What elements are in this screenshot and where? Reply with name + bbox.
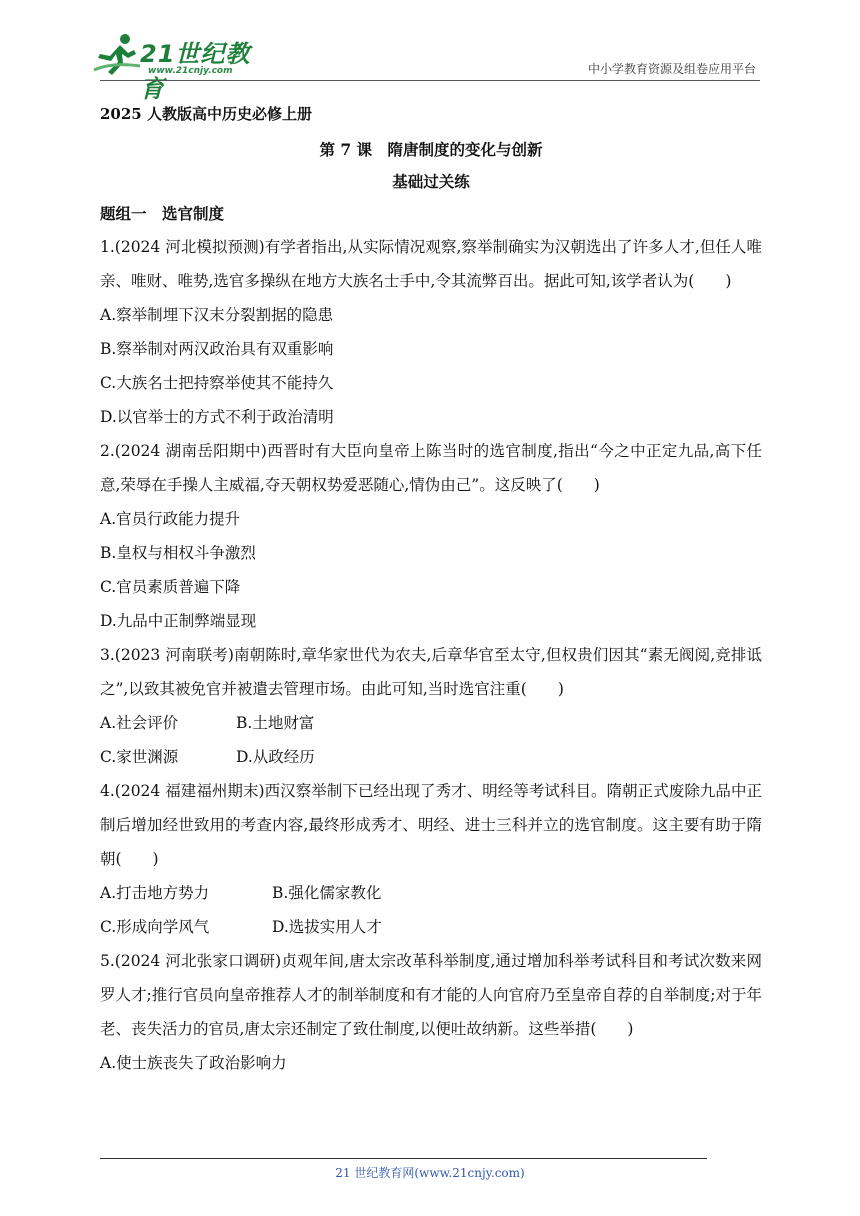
question-text: 2.(2024 湖南岳阳期中)西晋时有大臣向皇帝上陈当时的选官制度,指出“今之中正定九品,高下任意,荣辱在手操人主威福,夺天朝权势爱恶随心,情伪由己”。这反映了( ) [100, 442, 762, 494]
option-c[interactable]: C.家世渊源 [100, 748, 179, 766]
option-d[interactable]: D.选拔实用人才 [272, 918, 382, 936]
option-a[interactable]: A.使士族丧失了政治影响力 [100, 1054, 287, 1072]
header-divider [100, 80, 760, 81]
question-5 [100, 944, 762, 1080]
option-b[interactable]: B.土地财富 [236, 714, 315, 732]
option-c[interactable]: C.官员素质普遍下降 [100, 578, 241, 596]
question-4 [100, 774, 762, 944]
option-d[interactable]: D.从政经历 [236, 748, 315, 766]
question-group-title: 题组一 选官制度 [100, 204, 225, 223]
question-text: 4.(2024 福建福州期末)西汉察举制下已经出现了秀才、明经等考试科目。隋朝正式废除九品中正制后增加经世致用的考查内容,最终形成秀才、明经、进士三科并立的选官制度。这主要有助于隋朝( ) [100, 782, 762, 868]
logo-url: www.21cnjy.com [148, 66, 233, 76]
option-d[interactable]: D.九品中正制弊端显现 [100, 612, 257, 630]
footer-divider [100, 1158, 707, 1159]
runner-icon [92, 32, 142, 78]
question-text: 5.(2024 河北张家口调研)贞观年间,唐太宗改革科举制度,通过增加科举考试科目和考试次数来网罗人才;推行官员向皇帝推荐人才的制举制度和有才能的人向官府乃至皇帝自荐的自举制度;对于年老、丧失活力的官员,唐太宗还制定了致仕制度,以便吐故纳新。这些举措( ) [100, 952, 762, 1038]
option-a[interactable]: A.打击地方势力 [100, 884, 210, 902]
question-text: 1.(2024 河北模拟预测)有学者指出,从实际情况观察,察举制确实为汉朝选出了许多人才,但任人唯亲、唯财、唯势,选官多操纵在地方大族名士手中,令其流弊百出。据此可知,该学者认为( ) [100, 238, 762, 290]
options-row-1 [100, 876, 762, 910]
option-b[interactable]: B.强化儒家教化 [272, 884, 382, 902]
option-d[interactable]: D.以官举士的方式不利于政治清明 [100, 408, 334, 426]
question-text: 3.(2023 河南联考)南朝陈时,章华家世代为农夫,后章华官至太守,但权贵们因其“素无阀阅,竞排诋之”,以致其被免官并被遣去管理市场。由此可知,当时选官注重( ) [100, 646, 762, 698]
page-footer[interactable]: 21 世纪教育网(www.21cnjy.com) [335, 1166, 525, 1180]
question-2 [100, 434, 762, 638]
document-body [100, 94, 762, 1080]
question-3 [100, 638, 762, 774]
header-tagline: 中小学教育资源及组卷应用平台 [587, 62, 756, 76]
option-a[interactable]: A.官员行政能力提升 [100, 510, 241, 528]
option-c[interactable]: C.形成向学风气 [100, 918, 210, 936]
document-subject: 2025 人教版高中历史必修上册 [100, 105, 312, 123]
lesson-title: 第 7 课 隋唐制度的变化与创新 [319, 140, 543, 159]
option-a[interactable]: A.察举制埋下汉末分裂割据的隐患 [100, 306, 334, 324]
option-b[interactable]: B.察举制对两汉政治具有双重影响 [100, 340, 334, 358]
logo[interactable] [92, 30, 272, 103]
options-row-1 [100, 706, 762, 740]
logo-text: 21世纪教育 [140, 40, 251, 103]
option-b[interactable]: B.皇权与相权斗争激烈 [100, 544, 256, 562]
options-row-2 [100, 740, 762, 774]
option-c[interactable]: C.大族名士把持察举使其不能持久 [100, 374, 334, 392]
option-a[interactable]: A.社会评价 [100, 714, 179, 732]
section-title: 基础过关练 [392, 172, 470, 191]
page-header [0, 0, 860, 103]
question-1 [100, 230, 762, 434]
options-row-2 [100, 910, 762, 944]
